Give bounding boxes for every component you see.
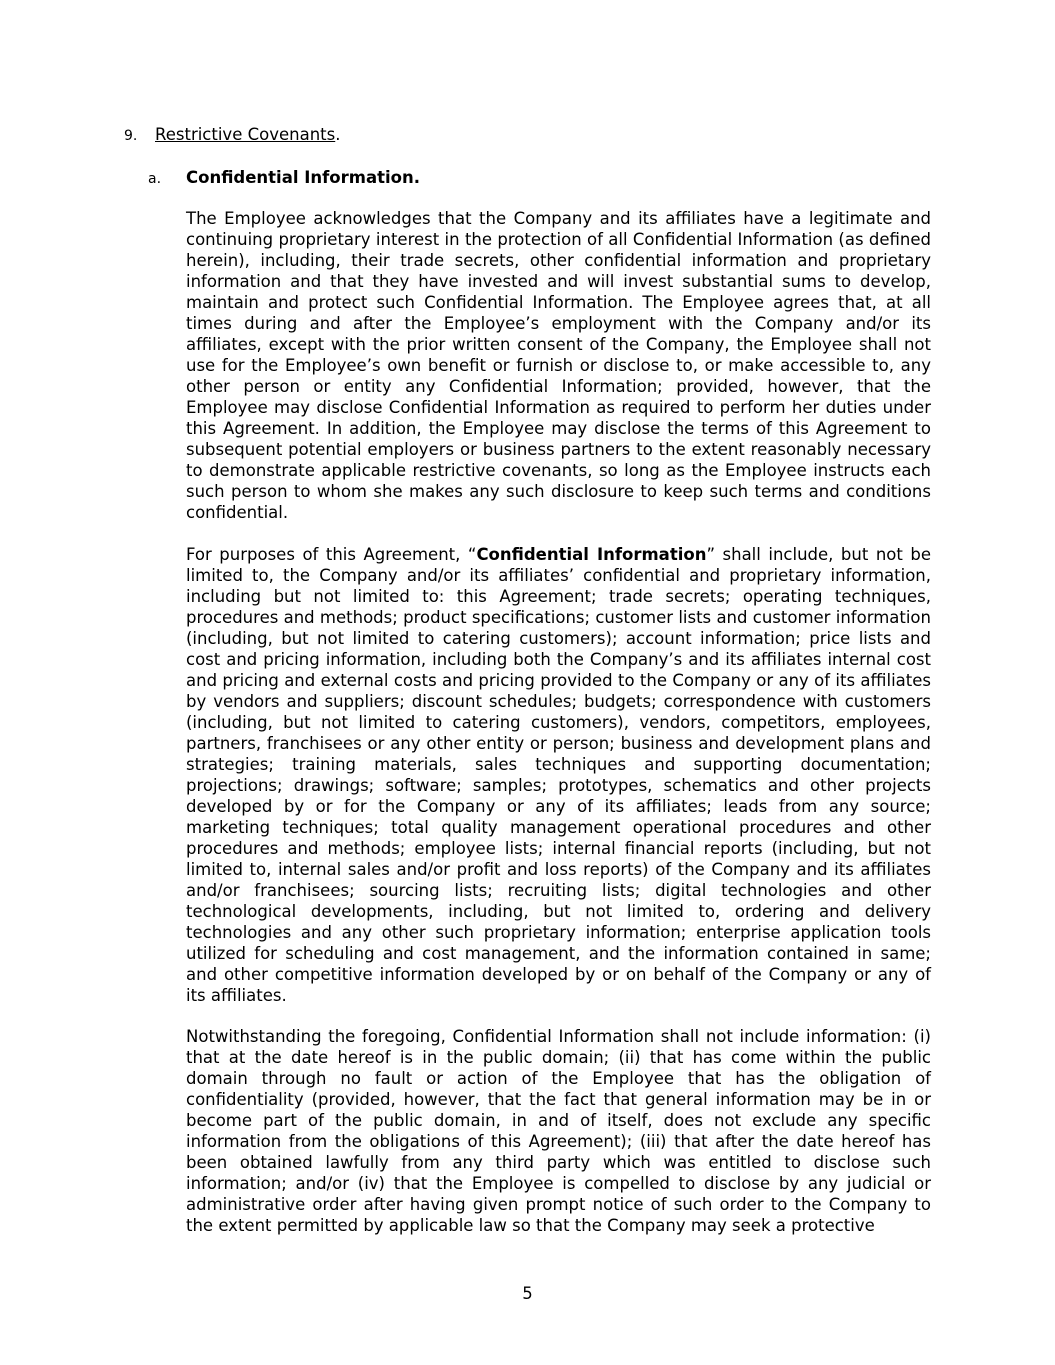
defined-term: Confidential Information (476, 545, 707, 564)
paragraph-exclusions: Notwithstanding the foregoing, Confidential Information shall not include information: (i) that at the date hereof is in the public domain; (ii) that has come within the public domain through no fault or action of the Employee that has the obligation of confidentiality (provided, however, that the fact that general information may be in or become part of the public domain, in and of itself, does not exclude any specific information from the obligations of this Agreement); (iii) that after the date hereof has been obtained lawfully from any third party which was entitled to disclose such information; and/or (iv) that the Employee is compelled to disclose by any judicial or administrative order after having given prompt notice of such order to the Company to the extent permitted by applicable law so that the Company may seek a protective (186, 1027, 931, 1235)
section-heading (124, 124, 340, 147)
section-title-suffix: . (335, 125, 341, 144)
page-number: 5 (522, 1284, 533, 1303)
subsection-heading (148, 167, 420, 190)
subsection-letter: a. (148, 171, 162, 187)
definition-body: ” shall include, but not be limited to, the Company and/or its affiliates’ confidential and proprietary information, including but not limited to: this Agreement; trade secrets; operating techniques, procedures and methods; product specifications; customer lists and customer information (including, but not limited to catering customers); account information; price lists and cost and pricing information, including both the Company’s and its affiliates internal cost and pricing and external costs and pricing provided to the Company or any of its affiliates by vendors and suppliers; discount schedules; budgets; correspondence with customers (including, but not limited to catering customers), vendors, competitors, employees, partners, franchisees or any other entity or person; business and development plans and strategies; training materials, sales techniques and supporting documentation; projections; drawings; software; samples; prototypes, schematics and other projects developed by or for the Company or any of its affiliates; leads from any source; marketing techniques; total quality management operational procedures and other procedures and methods; employee lists; internal financial reports (including, but not limited to, internal sales and/or profit and loss reports) of the Company and its affiliates and/or franchisees; sourcing lists; recruiting lists; digital technologies and other technological developments, including, but not limited to, ordering and delivery technologies and any other such proprietary information; enterprise application tools utilized for scheduling and cost management, and the information contained in same; and other competitive information developed by or on behalf of the Company or any of its affiliates. (186, 545, 931, 1005)
section-number: 9. (124, 128, 138, 144)
paragraph-acknowledgement: The Employee acknowledges that the Company and its affiliates have a legitimate and continuing proprietary interest in the protection of all Confidential Information (as defined herein), including, their trade secrets, other confidential information and proprietary information and that they have invested and will invest substantial sums to develop, maintain and protect such Confidential Information. The Employee agrees that, at all times during and after the Employee’s employment with the Company and/or its affiliates, except with the prior written consent of the Company, the Employee shall not use for the Employee’s own benefit or furnish or disclose to, or make accessible to, any other person or entity any Confidential Information; provided, however, that the Employee may disclose Confidential Information as required to perform her duties under this Agreement. In addition, the Employee may disclose the terms of this Agreement to subsequent potential employers or business partners to the extent reasonably necessary to demonstrate applicable restrictive covenants, so long as the Employee instructs each such person to whom she makes any such disclosure to keep such terms and conditions confidential. (186, 209, 931, 522)
paragraph-definition (186, 544, 931, 1006)
subsection-title: Confidential Information. (186, 168, 421, 187)
section-title: Restrictive Covenants (155, 125, 336, 144)
definition-lead-in: For purposes of this Agreement, “ (186, 545, 477, 564)
